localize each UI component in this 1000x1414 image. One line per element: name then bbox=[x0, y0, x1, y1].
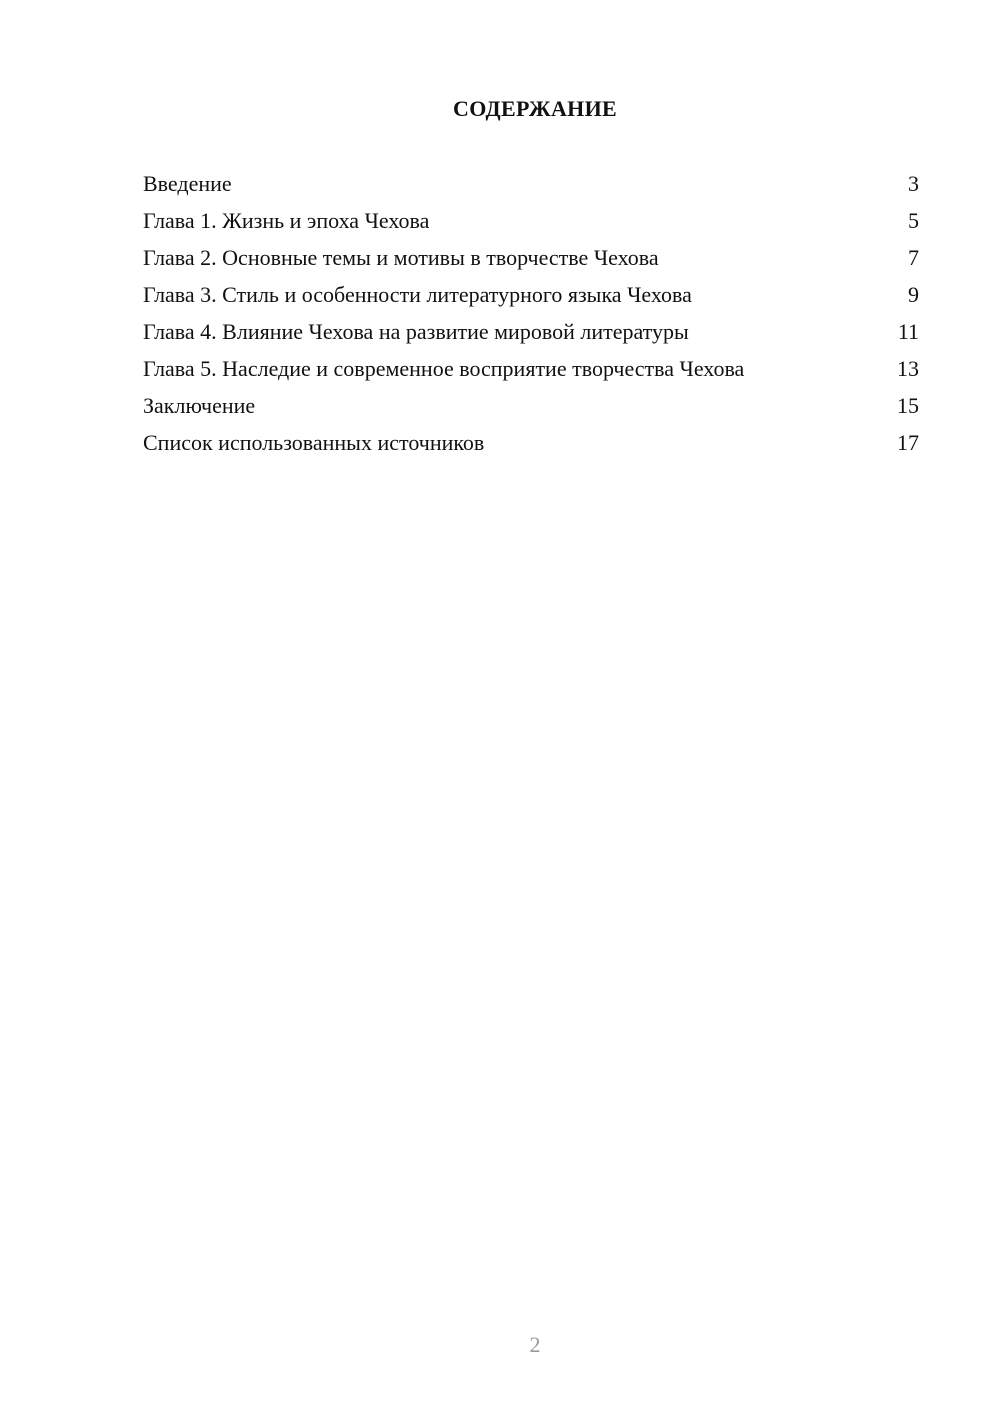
page-title: СОДЕРЖАНИЕ bbox=[453, 96, 617, 121]
toc-entry bbox=[143, 170, 919, 197]
toc-entry bbox=[143, 318, 919, 345]
toc-entry bbox=[143, 281, 919, 308]
toc-entry bbox=[143, 429, 919, 456]
toc-entry-page: 7 bbox=[908, 245, 919, 270]
toc-entry-label: Список использованных источников bbox=[143, 430, 485, 455]
toc-entry-label: Глава 1. Жизнь и эпоха Чехова bbox=[143, 208, 430, 233]
toc-entry-page: 3 bbox=[908, 171, 919, 196]
toc-entry bbox=[143, 392, 919, 419]
toc-entry-page: 17 bbox=[897, 430, 919, 455]
toc-entry-page: 13 bbox=[897, 356, 919, 381]
toc-entry-label: Глава 5. Наследие и современное восприятие творчества Чехова bbox=[143, 356, 745, 381]
toc-entry-label: Глава 3. Стиль и особенности литературного языка Чехова bbox=[143, 282, 692, 307]
table-of-contents bbox=[143, 170, 919, 466]
toc-entry-label: Введение bbox=[143, 171, 232, 196]
toc-entry-label: Глава 2. Основные темы и мотивы в творчестве Чехова bbox=[143, 245, 659, 270]
page-number: 2 bbox=[529, 1332, 541, 1357]
toc-entry bbox=[143, 207, 919, 234]
toc-entry bbox=[143, 355, 919, 382]
toc-entry-label: Глава 4. Влияние Чехова на развитие мировой литературы bbox=[143, 319, 689, 344]
toc-entry-page: 11 bbox=[897, 319, 919, 344]
toc-entry bbox=[143, 244, 919, 271]
toc-entry-page: 15 bbox=[897, 393, 919, 418]
toc-entry-page: 5 bbox=[908, 208, 919, 233]
toc-entry-label: Заключение bbox=[143, 393, 256, 418]
toc-entry-page: 9 bbox=[908, 282, 919, 307]
